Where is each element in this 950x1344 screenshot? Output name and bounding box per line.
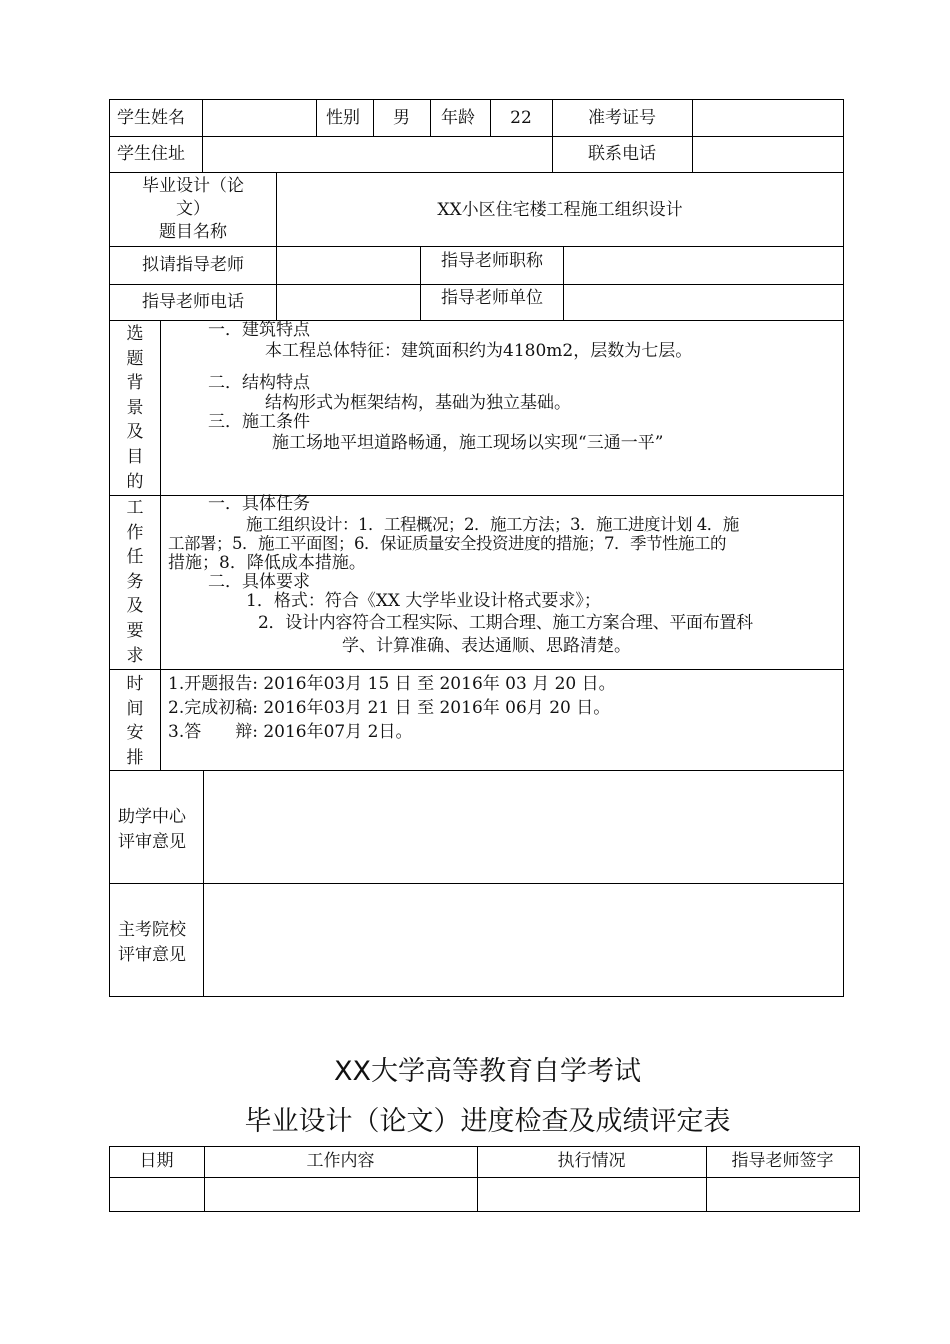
- tasks-line: 2．设计内容符合工程实际、工期合理、施工方案合理、平面布置科: [258, 613, 753, 633]
- schedule-line: 1.开题报告: 2016年03月 15 日 至 2016年 03 月 20 日。: [168, 674, 616, 694]
- background-line: 结构形式为框架结构，基础为独立基础。: [265, 393, 571, 413]
- address-label: 学生住址: [117, 144, 185, 164]
- tasks-line: 1．格式：符合《XX 大学毕业设计格式要求》；: [246, 591, 601, 611]
- exam-id-label: 准考证号: [588, 108, 656, 128]
- tasks-label-char: 工: [126, 498, 144, 518]
- schedule-label-char: 排: [126, 747, 144, 768]
- topic-title[interactable]: XX小区住宅楼工程施工组织设计: [437, 200, 683, 220]
- advisor-name-label: 拟请指导老师: [142, 255, 244, 275]
- schedule-line: 2.完成初稿: 2016年03月 21 日 至 2016年 06月 20 日。: [168, 698, 611, 718]
- background-line: 一．建筑特点: [208, 320, 310, 340]
- tasks-line: 学、计算准确、表达通顺、思路清楚。: [342, 636, 631, 656]
- progress-header-status: 执行情况: [557, 1151, 626, 1171]
- schedule-line: 3.答 辩: 2016年07月 2日。: [168, 722, 413, 742]
- topic-label-line: 题目名称: [159, 222, 227, 242]
- background-label-char: 的: [126, 471, 144, 492]
- document-title: XX大学高等教育自学考试: [334, 1056, 641, 1087]
- background-label-char: 目: [126, 446, 144, 467]
- age-value[interactable]: 22: [510, 108, 532, 128]
- age-label: 年龄: [441, 108, 475, 128]
- tasks-label: [120, 496, 150, 668]
- schedule-label-char: 间: [126, 698, 144, 719]
- topic-label-line: 毕业设计（论: [142, 176, 244, 196]
- school-review-label-line: 主考院校: [118, 920, 186, 940]
- schedule-label-char: 时: [126, 674, 144, 694]
- progress-header-signature: 指导老师签字: [731, 1151, 834, 1171]
- background-label-char: 题: [126, 348, 144, 369]
- progress-header-work: 工作内容: [306, 1151, 375, 1171]
- advisor-title-label: 指导老师职称: [441, 251, 543, 271]
- background-line: 本工程总体特征：建筑面积约为4180m2，层数为七层。: [265, 341, 693, 361]
- gender-label: 性别: [326, 108, 360, 128]
- center-review-label-line: 评审意见: [118, 832, 186, 852]
- background-label-char: 及: [126, 422, 144, 443]
- advisor-unit-label: 指导老师单位: [441, 288, 543, 308]
- center-review-label: [118, 805, 186, 855]
- tasks-line: 施工组织设计：1．工程概况；2．施工方法；3．施工进度计划 4．施: [246, 515, 739, 534]
- school-review-label-line: 评审意见: [118, 945, 186, 965]
- document-subtitle: 毕业设计（论文）进度检查及成绩评定表: [244, 1106, 731, 1137]
- school-review-label: [118, 918, 186, 968]
- advisor-phone-label: 指导老师电话: [142, 292, 244, 312]
- schedule-label-char: 安: [126, 723, 144, 744]
- tasks-label-char: 求: [126, 645, 144, 666]
- tasks-line: 一．具体任务: [208, 494, 310, 514]
- background-label-char: 背: [126, 373, 144, 394]
- tasks-line: 二．具体要求: [208, 572, 310, 592]
- center-review-label-line: 助学中心: [118, 807, 186, 827]
- background-label: [120, 322, 150, 494]
- tasks-label-char: 任: [126, 547, 144, 568]
- schedule-label: [120, 672, 150, 770]
- progress-header-date: 日期: [139, 1151, 174, 1171]
- background-label-char: 选: [126, 324, 144, 344]
- tasks-label-char: 务: [126, 571, 144, 592]
- gender-value[interactable]: 男: [393, 108, 410, 128]
- student-name-label: 学生姓名: [117, 108, 185, 128]
- background-line: 三．施工条件: [208, 412, 310, 432]
- tasks-label-char: 及: [126, 596, 144, 617]
- background-line: 施工场地平坦道路畅通，施工现场以实现“三通一平”: [272, 433, 664, 453]
- tasks-line: 措施；8．降低成本措施。: [168, 553, 366, 573]
- tasks-label-char: 要: [126, 620, 144, 641]
- topic-label-line: 文）: [176, 199, 210, 219]
- topic-label: [110, 175, 276, 244]
- background-label-char: 景: [126, 397, 144, 418]
- tasks-label-char: 作: [126, 522, 144, 543]
- contact-phone-label: 联系电话: [588, 144, 656, 164]
- background-line: 二．结构特点: [208, 373, 310, 393]
- tasks-line: 工部署；5．施工平面图；6．保证质量安全投资进度的措施；7．季节性施工的: [168, 534, 726, 553]
